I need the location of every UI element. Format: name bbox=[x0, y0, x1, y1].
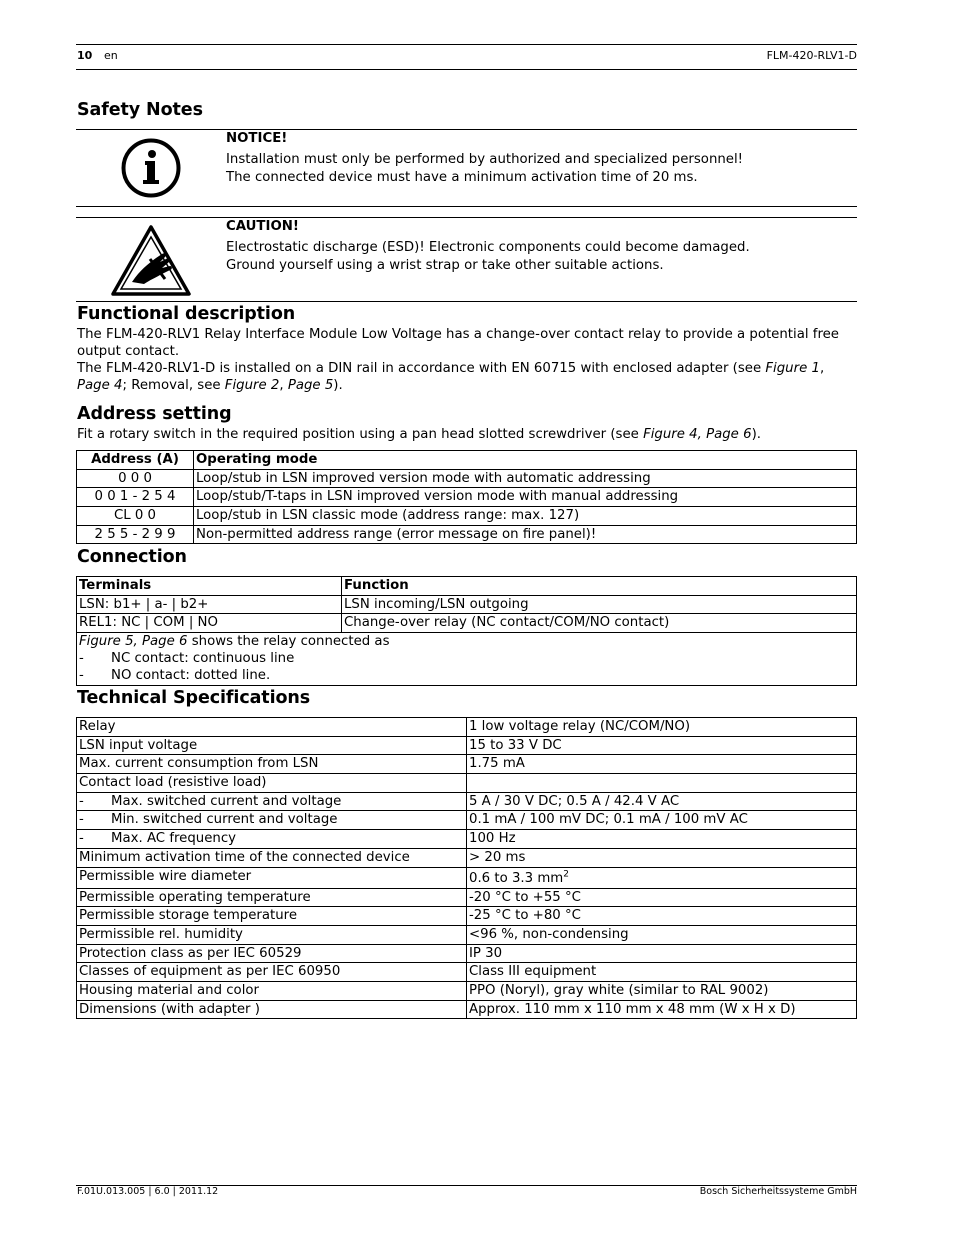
figure-1-link[interactable]: Figure 1 bbox=[765, 361, 820, 376]
function-cell: LSN incoming/LSN outgoing bbox=[342, 595, 857, 614]
info-icon bbox=[120, 137, 182, 199]
terminal-cell: LSN: b1+ | a- | b2+ bbox=[77, 595, 342, 614]
spec-label: Contact load (resistive load) bbox=[77, 774, 467, 793]
spec-value: 0.1 mA / 100 mV DC; 0.1 mA / 100 mV AC bbox=[467, 811, 857, 830]
function-column-header: Function bbox=[342, 577, 857, 596]
safety-title: Safety Notes bbox=[77, 100, 203, 120]
table-row bbox=[77, 507, 857, 526]
address-table bbox=[76, 450, 857, 544]
spec-value: 5 A / 30 V DC; 0.5 A / 42.4 V AC bbox=[467, 792, 857, 811]
spec-label: Permissible wire diameter bbox=[77, 867, 467, 888]
specs-title: Technical Specifications bbox=[77, 688, 311, 708]
spec-value: -25 °C to +80 °C bbox=[467, 907, 857, 926]
table-row bbox=[77, 944, 857, 963]
spec-label: Max. current consumption from LSN bbox=[77, 755, 467, 774]
notice-line-2: The connected device must have a minimum activation time of 20 ms. bbox=[226, 170, 698, 185]
mode-cell: Loop/stub in LSN classic mode (address range: max. 127) bbox=[194, 507, 857, 526]
figure-4-link[interactable]: Figure 4, Page 6 bbox=[643, 427, 752, 442]
spec-value: Approx. 110 mm x 110 mm x 48 mm (W x H x D) bbox=[467, 1000, 857, 1019]
table-row bbox=[77, 469, 857, 488]
spec-value: 0.6 to 3.3 $mm^2$ bbox=[467, 867, 857, 888]
spec-label: LSN input voltage bbox=[77, 736, 467, 755]
terminals-column-header: Terminals bbox=[77, 577, 342, 596]
table-row bbox=[77, 792, 857, 811]
spec-label: Relay bbox=[77, 718, 467, 737]
caution-line-2: Ground yourself using a wrist strap or take other suitable actions. bbox=[226, 258, 664, 273]
address-cell: 0 0 0 bbox=[77, 469, 194, 488]
notice-rule-top bbox=[76, 129, 857, 130]
spec-value: PPO (Noryl), gray white (similar to RAL 9002) bbox=[467, 981, 857, 1000]
spec-value: Class III equipment bbox=[467, 963, 857, 982]
language: en bbox=[104, 49, 118, 62]
functional-paragraph-1: The FLM-420-RLV1 Relay Interface Module Low Voltage has a change-over contact relay to provide a potential free output contact. bbox=[77, 327, 839, 359]
page-5-link[interactable]: Page 5 bbox=[287, 378, 334, 393]
table-header-row bbox=[77, 451, 857, 470]
header-rule-top bbox=[76, 44, 857, 45]
table-row bbox=[77, 848, 857, 867]
header-rule-bottom bbox=[76, 69, 857, 70]
spec-label: Permissible rel. humidity bbox=[77, 925, 467, 944]
spec-value bbox=[467, 774, 857, 793]
spec-label: - Max. switched current and voltage bbox=[77, 792, 467, 811]
terminal-cell: REL1: NC | COM | NO bbox=[77, 614, 342, 633]
address-cell: CL 0 0 bbox=[77, 507, 194, 526]
esd-warning-icon bbox=[110, 224, 192, 296]
address-cell: 2 5 5 - 2 9 9 bbox=[77, 525, 194, 544]
table-row bbox=[77, 633, 857, 686]
spec-label: Permissible operating temperature bbox=[77, 888, 467, 907]
table-row bbox=[77, 981, 857, 1000]
specs-table bbox=[76, 717, 857, 1019]
page-number: 10 bbox=[77, 49, 93, 62]
table-row bbox=[77, 963, 857, 982]
connection-table bbox=[76, 576, 857, 686]
spec-value: -20 °C to +55 °C bbox=[467, 888, 857, 907]
figure-2-link[interactable]: Figure 2 bbox=[224, 378, 280, 393]
table-row bbox=[77, 867, 857, 888]
table-row bbox=[77, 925, 857, 944]
spec-value: IP 30 bbox=[467, 944, 857, 963]
doc-code: FLM-420-RLV1-D bbox=[766, 49, 857, 62]
spec-label: Permissible storage temperature bbox=[77, 907, 467, 926]
connection-note-cell: Figure 5, Page 6 shows the relay connected as - NC contact: continuous line - NO contact: dotted line. bbox=[77, 633, 857, 686]
table-row bbox=[77, 525, 857, 544]
address-cell: 0 0 1 - 2 5 4 bbox=[77, 488, 194, 507]
table-header-row bbox=[77, 577, 857, 596]
spec-label: - Max. AC frequency bbox=[77, 830, 467, 849]
table-row bbox=[77, 595, 857, 614]
spec-value: 100 Hz bbox=[467, 830, 857, 849]
table-row bbox=[77, 718, 857, 737]
table-row bbox=[77, 614, 857, 633]
address-intro: Fit a rotary switch in the required position using a pan head slotted screwdriver (see Figure 4, Page 6). bbox=[77, 427, 761, 442]
table-row bbox=[77, 736, 857, 755]
notice-label: NOTICE! bbox=[226, 131, 288, 146]
table-row bbox=[77, 488, 857, 507]
figure-5-link[interactable]: Figure 5, Page 6 bbox=[79, 634, 188, 650]
functional-paragraph-2: The FLM-420-RLV1-D is installed on a DIN rail in accordance with EN 60715 with enclosed adapter (see Figure 1, Page 4; Removal, see Figure 2, Page 5). bbox=[77, 361, 825, 393]
table-row bbox=[77, 755, 857, 774]
spec-value: 1 low voltage relay (NC/COM/NO) bbox=[467, 718, 857, 737]
table-row bbox=[77, 907, 857, 926]
caution-rule-bottom bbox=[76, 301, 857, 302]
spec-label: Classes of equipment as per IEC 60950 bbox=[77, 963, 467, 982]
functional-body bbox=[77, 326, 857, 394]
spec-value: <96 %, non-condensing bbox=[467, 925, 857, 944]
function-cell: Change-over relay (NC contact/COM/NO contact) bbox=[342, 614, 857, 633]
mode-cell: Non-permitted address range (error message on fire panel)! bbox=[194, 525, 857, 544]
spec-value: 15 to 33 V DC bbox=[467, 736, 857, 755]
footer-company: Bosch Sicherheitssysteme GmbH bbox=[699, 1186, 857, 1197]
spec-label: Protection class as per IEC 60529 bbox=[77, 944, 467, 963]
table-row bbox=[77, 774, 857, 793]
spec-label: Dimensions (with adapter ) bbox=[77, 1000, 467, 1019]
spec-label: Minimum activation time of the connected device bbox=[77, 848, 467, 867]
mode-cell: Loop/stub in LSN improved version mode with automatic addressing bbox=[194, 469, 857, 488]
functional-title: Functional description bbox=[77, 304, 296, 324]
spec-value: > 20 ms bbox=[467, 848, 857, 867]
table-row bbox=[77, 811, 857, 830]
table-row bbox=[77, 888, 857, 907]
connection-title: Connection bbox=[77, 547, 187, 567]
nc-contact-note: NC contact: continuous line bbox=[111, 651, 295, 667]
address-title: Address setting bbox=[77, 404, 232, 424]
spec-label: - Min. switched current and voltage bbox=[77, 811, 467, 830]
caution-line-1: Electrostatic discharge (ESD)! Electronic components could become damaged. bbox=[226, 240, 750, 255]
footer-doc-id: F.01U.013.005 | 6.0 | 2011.12 bbox=[77, 1186, 219, 1197]
mode-column-header: Operating mode bbox=[194, 451, 857, 470]
table-row bbox=[77, 830, 857, 849]
notice-rule-bottom bbox=[76, 206, 857, 207]
caution-label: CAUTION! bbox=[226, 219, 299, 234]
spec-value: 1.75 mA bbox=[467, 755, 857, 774]
table-row bbox=[77, 1000, 857, 1019]
mode-cell: Loop/stub/T-taps in LSN improved version mode with manual addressing bbox=[194, 488, 857, 507]
caution-rule-top bbox=[76, 217, 857, 218]
notice-line-1: Installation must only be performed by authorized and specialized personnel! bbox=[226, 152, 744, 167]
no-contact-note: NO contact: dotted line. bbox=[111, 668, 271, 684]
page-4-link[interactable]: Page 4 bbox=[77, 378, 123, 393]
address-column-header: Address (A) bbox=[77, 451, 194, 470]
spec-label: Housing material and color bbox=[77, 981, 467, 1000]
